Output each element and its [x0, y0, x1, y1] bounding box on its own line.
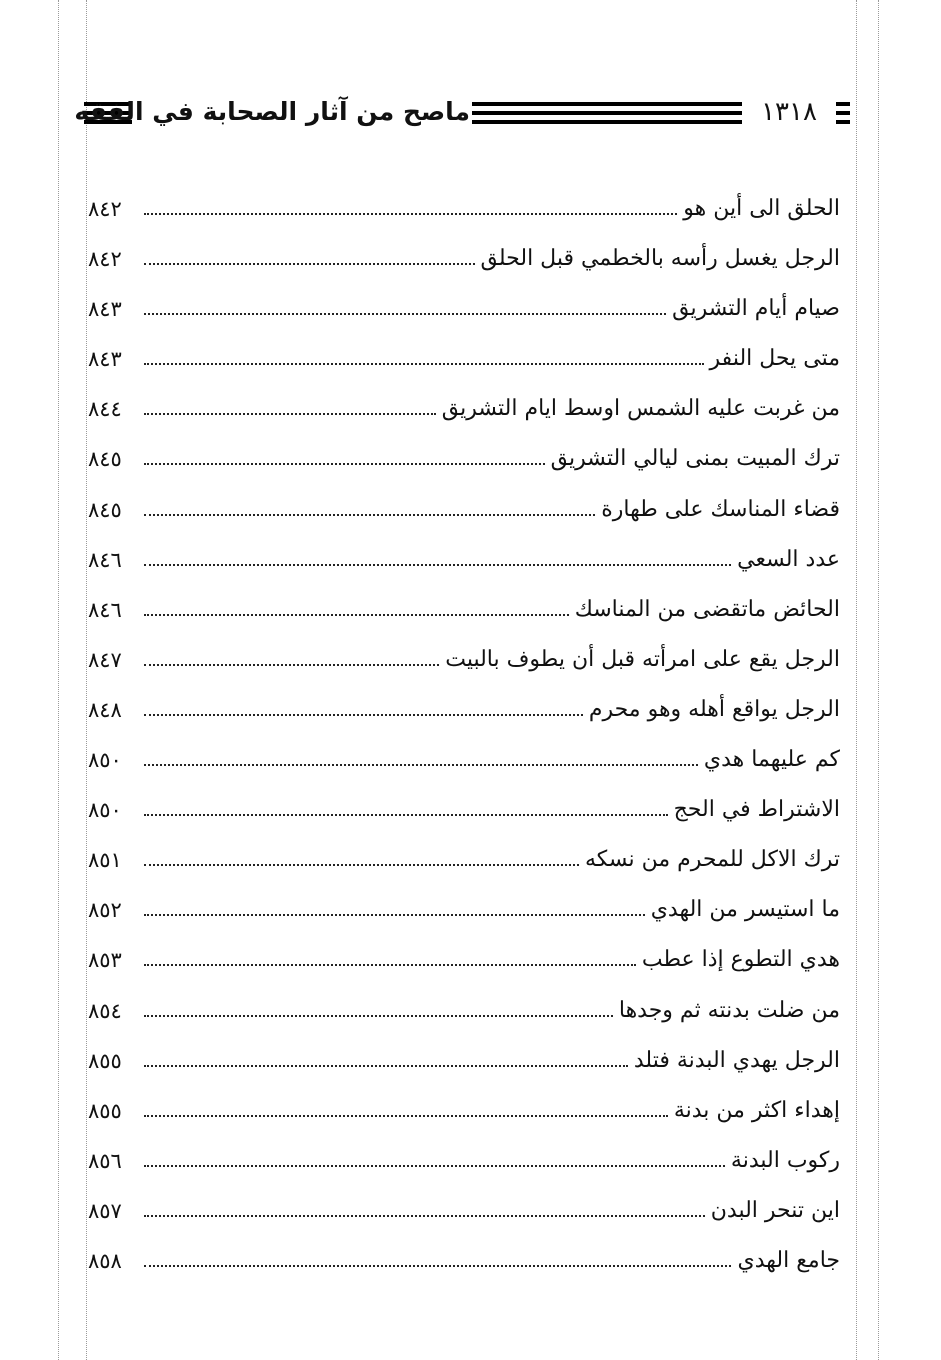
toc-entry-page: ٨٥٥: [88, 1048, 122, 1073]
dot-leader: [144, 564, 731, 566]
toc-entry: [88, 1232, 840, 1282]
toc-entry-page: ٨٤٢: [88, 247, 122, 272]
toc-entry: [88, 731, 840, 781]
toc-entry-title: الحائض ماتقضى من المناسك: [574, 596, 840, 622]
toc-entry-page: ٨٥٠: [88, 748, 122, 773]
toc-entry-title: قضاء المناسك على طهارة: [601, 496, 840, 522]
toc-entry-page: ٨٤٥: [88, 497, 122, 522]
toc-entry-title: ترك المبيت بمنى ليالي التشريق: [550, 446, 840, 472]
dot-leader: [144, 1065, 628, 1067]
toc-entry: [88, 330, 840, 380]
toc-entry: [88, 781, 840, 831]
toc-entry-page: ٨٤٣: [88, 297, 122, 322]
header-rule-middle: [472, 102, 742, 124]
dot-leader: [144, 714, 583, 716]
dot-leader: [144, 664, 439, 666]
margin-guide-right: [856, 0, 857, 1360]
toc-entry-title: كم عليهما هدي: [703, 747, 840, 773]
dot-leader: [144, 263, 475, 265]
toc-entry: [88, 1032, 840, 1082]
toc-entry-title: هدي التطوع إذا عطب: [641, 947, 840, 973]
toc-entry-title: من ضلت بدنته ثم وجدها: [618, 997, 840, 1023]
dot-leader: [144, 514, 595, 516]
toc-entry: [88, 881, 840, 931]
toc-entry-page: ٨٥٤: [88, 998, 122, 1023]
toc-entry-page: ٨٥٨: [88, 1248, 122, 1273]
toc-entry-title: من غربت عليه الشمس اوسط ايام التشريق: [441, 396, 840, 422]
dot-leader: [144, 914, 645, 916]
toc-entry-title: ترك الاكل للمحرم من نسكه: [584, 847, 840, 873]
toc-entry-page: ٨٥٢: [88, 898, 122, 923]
margin-guide-left: [58, 0, 59, 1360]
margin-guide-right-outer: [878, 0, 879, 1360]
dot-leader: [144, 363, 704, 365]
toc-entry-title: إهداء اكثر من بدنة: [673, 1097, 840, 1123]
toc-entry: [88, 1132, 840, 1182]
toc-entry-page: ٨٥٥: [88, 1098, 122, 1123]
toc-entry: [88, 380, 840, 430]
toc-entry-page: ٨٥١: [88, 848, 122, 873]
toc-entry-title: ركوب البدنة: [730, 1147, 840, 1173]
toc-entry-page: ٨٥٠: [88, 798, 122, 823]
dot-leader: [144, 1265, 731, 1267]
toc-entry-title: جامع الهدي: [737, 1247, 840, 1273]
dot-leader: [144, 614, 569, 616]
toc-entry: [88, 681, 840, 731]
toc-entry: [88, 982, 840, 1032]
header-rule-right: [836, 102, 850, 124]
dot-leader: [144, 463, 545, 465]
toc-entry-title: الاشتراط في الحج: [673, 797, 840, 823]
toc-entry: [88, 531, 840, 581]
toc-entry: [88, 581, 840, 631]
dot-leader: [144, 864, 579, 866]
toc-entry-page: ٨٥٧: [88, 1198, 122, 1223]
toc-entry-title: الرجل يواقع أهله وهو محرم: [588, 696, 840, 722]
toc-entry-title: اين تنحر البدن: [710, 1197, 840, 1223]
toc-entry: [88, 280, 840, 330]
header-book-title: ماصح من آثار الصحابة في الفقه: [74, 97, 470, 126]
dot-leader: [144, 213, 677, 215]
toc-entry-title: الحلق الى أين هو: [683, 196, 840, 221]
toc-entry-page: ٨٤٦: [88, 597, 122, 622]
dot-leader: [144, 1115, 668, 1117]
toc-entry-page: ٨٤٦: [88, 547, 122, 572]
toc-entry-page: ٨٥٦: [88, 1148, 122, 1173]
toc-entry-title: ما استيسر من الهدي: [650, 897, 840, 923]
header-page-number: ١٣١٨: [761, 97, 817, 127]
toc-entry-title: متى يحل النفر: [709, 346, 840, 372]
dot-leader: [144, 1215, 705, 1217]
toc-entry: [88, 1082, 840, 1132]
margin-guide-left-inner: [86, 0, 87, 1360]
dot-leader: [144, 1015, 613, 1017]
toc-entry: [88, 931, 840, 981]
toc-entry-page: ٨٤٥: [88, 447, 122, 472]
toc-entry-title: الرجل يهدي البدنة فتلد: [633, 1047, 840, 1073]
dot-leader: [144, 313, 666, 315]
toc-entry-title: الرجل يقع على امرأته قبل أن يطوف بالبيت: [445, 646, 840, 672]
dot-leader: [144, 413, 436, 415]
toc-entry: [88, 230, 840, 280]
table-of-contents: [88, 180, 840, 1282]
toc-entry-title: الرجل يغسل رأسه بالخطمي قبل الحلق: [480, 246, 840, 272]
toc-entry-page: ٨٤٣: [88, 347, 122, 372]
toc-entry-page: ٨٤٨: [88, 697, 122, 722]
toc-entry: [88, 1182, 840, 1232]
toc-entry: [88, 430, 840, 480]
toc-entry-title: صيام أيام التشريق: [672, 296, 840, 322]
toc-entry-page: ٨٤٤: [88, 397, 122, 422]
dot-leader: [144, 1165, 725, 1167]
toc-entry: [88, 180, 840, 230]
toc-entry-page: ٨٥٣: [88, 948, 122, 973]
running-header: [74, 92, 850, 132]
toc-entry: [88, 481, 840, 531]
dot-leader: [144, 964, 636, 966]
toc-entry: [88, 631, 840, 681]
dot-leader: [144, 814, 668, 816]
dot-leader: [144, 764, 698, 766]
toc-entry: [88, 831, 840, 881]
toc-entry-page: ٨٤٧: [88, 647, 122, 672]
toc-entry-page: ٨٤٢: [88, 197, 122, 221]
toc-entry-title: عدد السعي: [737, 546, 840, 572]
